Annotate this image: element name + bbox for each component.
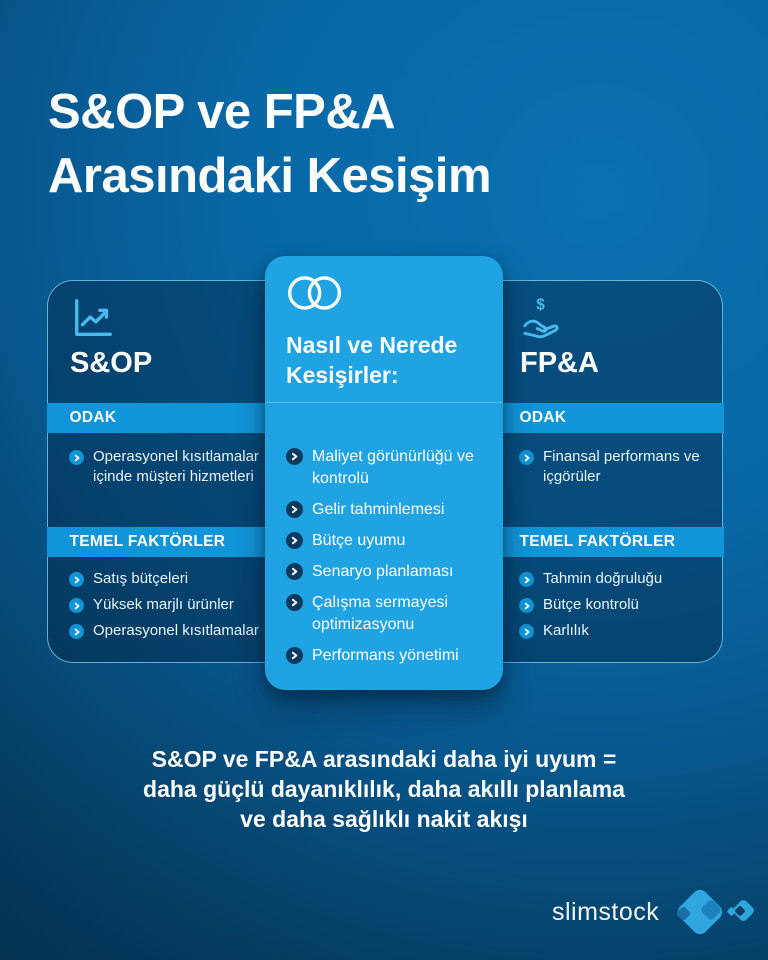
chevron-bullet-icon bbox=[286, 532, 303, 549]
fpa-column-title: FP&A bbox=[520, 347, 599, 379]
list-item-text: Bütçe kontrolü bbox=[543, 596, 639, 613]
chevron-bullet-icon bbox=[286, 563, 303, 580]
list-item bbox=[69, 621, 294, 641]
chevron-bullet-icon bbox=[286, 448, 303, 465]
list-item-text: Senaryo planlaması bbox=[312, 563, 454, 580]
list-item-text: Operasyonel kısıtlamalar bbox=[93, 622, 259, 639]
list-item-text: Tahmin doğruluğu bbox=[543, 570, 663, 587]
list-item bbox=[286, 446, 491, 490]
fpa-focus-label: ODAK bbox=[519, 409, 567, 426]
list-item-text: Karlılık bbox=[543, 622, 589, 639]
fpa-factors-list bbox=[519, 569, 712, 641]
svg-text:$: $ bbox=[536, 296, 545, 314]
fpa-factors-label: TEMEL FAKTÖRLER bbox=[519, 533, 676, 550]
list-item bbox=[286, 592, 491, 636]
intersection-title bbox=[286, 330, 457, 390]
chevron-bullet-icon bbox=[519, 624, 534, 639]
line-chart-icon bbox=[70, 295, 116, 341]
page-title-line1: S&OP ve FP&A bbox=[48, 85, 396, 139]
sop-focus-list bbox=[69, 447, 294, 487]
sop-factors-list bbox=[69, 569, 294, 641]
list-item bbox=[69, 447, 294, 487]
list-item-text: Yüksek marjlı ürünler bbox=[93, 596, 234, 613]
summary-line2: daha güçlü dayanıklılık, daha akıllı planlama bbox=[143, 776, 625, 802]
list-item bbox=[286, 561, 491, 583]
list-item-text: Finansal performans ve içgörüler bbox=[543, 448, 700, 485]
list-item-text: Gelir tahminlemesi bbox=[312, 501, 445, 518]
list-item-text: Çalışma sermayesi optimizasyonu bbox=[312, 594, 449, 633]
list-item bbox=[519, 447, 712, 487]
list-item bbox=[286, 645, 491, 667]
list-item bbox=[69, 569, 294, 589]
slimstock-logo bbox=[552, 884, 742, 940]
chevron-bullet-icon bbox=[286, 647, 303, 664]
list-item-text: Operasyonel kısıtlamalar içinde müşteri hizmetleri bbox=[93, 448, 259, 485]
chevron-bullet-icon bbox=[519, 450, 534, 465]
chevron-bullet-icon bbox=[69, 450, 84, 465]
list-item-text: Satış bütçeleri bbox=[93, 570, 189, 587]
list-item bbox=[519, 569, 712, 589]
summary-line1: S&OP ve FP&A arasındaki daha iyi uyum = bbox=[151, 746, 617, 772]
slimstock-logo-text: slimstock bbox=[552, 898, 660, 926]
chevron-bullet-icon bbox=[286, 501, 303, 518]
list-item bbox=[519, 595, 712, 615]
list-item-text: Maliyet görünürlüğü ve kontrolü bbox=[312, 448, 474, 487]
chevron-bullet-icon bbox=[519, 572, 534, 587]
chevron-bullet-icon bbox=[69, 598, 84, 613]
page-title-line2: Arasındaki Kesişim bbox=[48, 149, 492, 203]
chevron-bullet-icon bbox=[519, 598, 534, 613]
fpa-focus-list bbox=[519, 447, 712, 487]
list-item bbox=[69, 595, 294, 615]
overlapping-circles-icon bbox=[285, 274, 345, 317]
list-item bbox=[286, 530, 491, 552]
list-item-text: Performans yönetimi bbox=[312, 647, 459, 664]
intersection-card bbox=[265, 256, 503, 690]
slimstock-diamonds-logo bbox=[664, 884, 760, 940]
list-item-text: Bütçe uyumu bbox=[312, 532, 406, 549]
sop-column-title: S&OP bbox=[70, 347, 153, 379]
intersection-title-line2: Kesişirler: bbox=[286, 362, 399, 388]
summary-line3: ve daha sağlıklı nakit akışı bbox=[240, 806, 528, 832]
chevron-bullet-icon bbox=[286, 594, 303, 611]
sop-focus-label: ODAK bbox=[69, 409, 117, 426]
intersection-list bbox=[286, 446, 491, 667]
chevron-bullet-icon bbox=[69, 624, 84, 639]
chevron-bullet-icon bbox=[69, 572, 84, 587]
summary-statement bbox=[0, 744, 768, 834]
hand-dollar-icon bbox=[520, 295, 566, 341]
sop-factors-label: TEMEL FAKTÖRLER bbox=[69, 533, 226, 550]
list-item bbox=[286, 499, 491, 521]
list-item bbox=[519, 621, 712, 641]
intersection-title-line1: Nasıl ve Nerede bbox=[286, 332, 458, 358]
divider bbox=[265, 402, 503, 403]
